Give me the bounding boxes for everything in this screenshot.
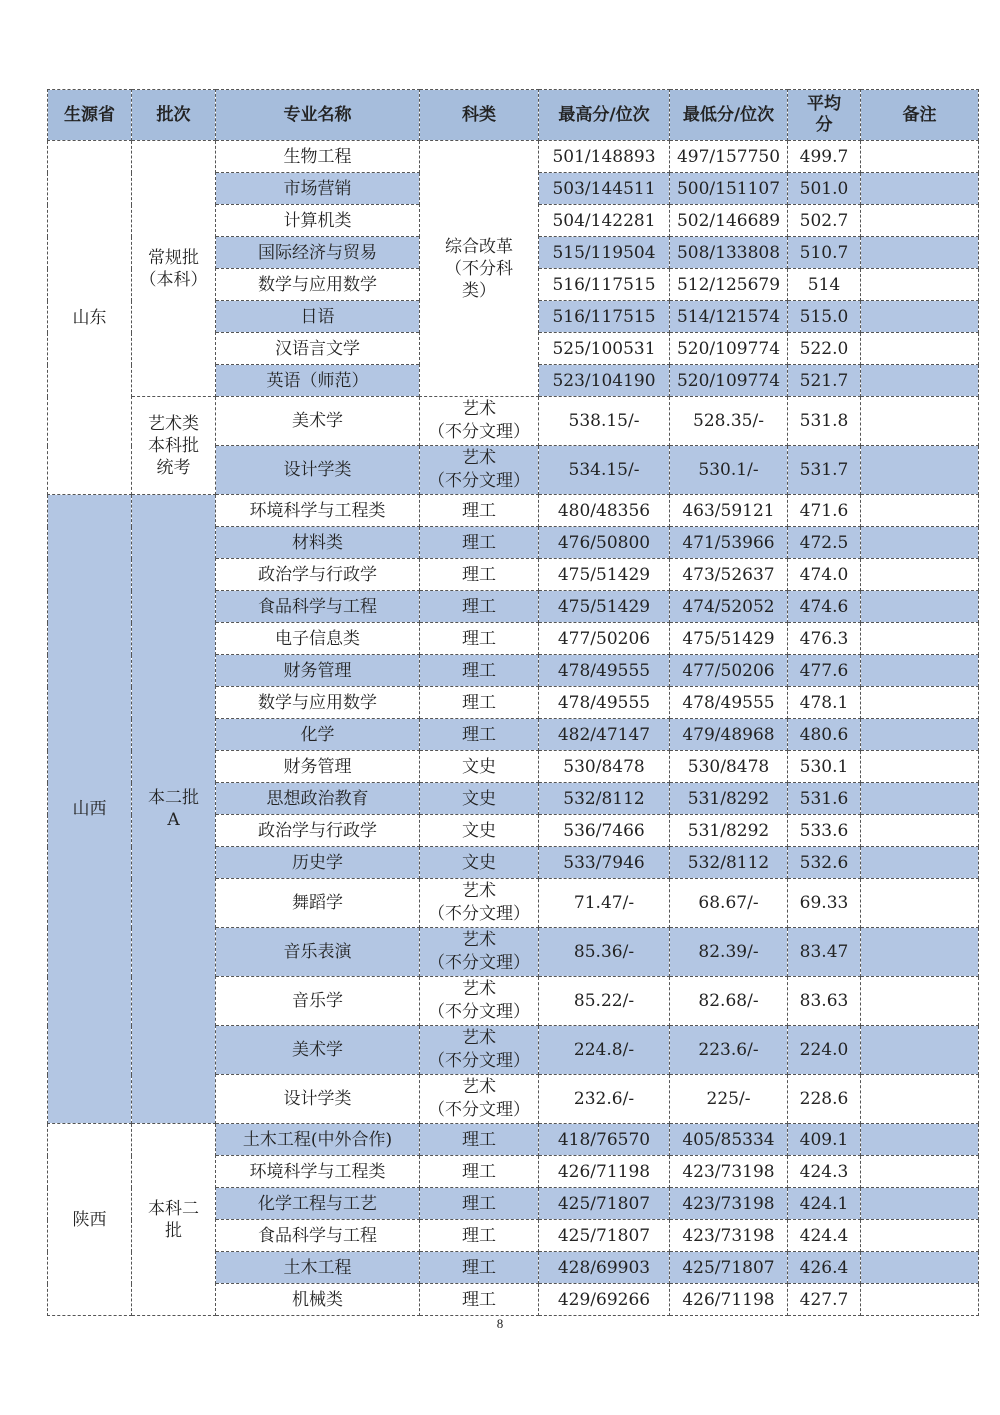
major-cell: 食品科学与工程 <box>216 1220 420 1252</box>
min-score-cell: 423/73198 <box>670 1156 788 1188</box>
major-cell: 音乐表演 <box>216 928 420 977</box>
note-cell <box>861 365 979 397</box>
category-cell: 理工 <box>420 1252 539 1284</box>
min-score-cell: 497/157750 <box>670 141 788 173</box>
category-cell: 理工 <box>420 687 539 719</box>
major-cell: 英语（师范） <box>216 365 420 397</box>
note-cell <box>861 1156 979 1188</box>
note-cell <box>861 1252 979 1284</box>
col-header: 最高分/位次 <box>539 90 670 141</box>
max-score-cell: 532/8112 <box>539 783 670 815</box>
col-header: 生源省 <box>48 90 132 141</box>
major-cell: 汉语言文学 <box>216 333 420 365</box>
batch-cell: 本科二 批 <box>132 1124 216 1316</box>
batch-cell: 艺术类 本科批 统考 <box>132 397 216 495</box>
max-score-cell: 516/117515 <box>539 301 670 333</box>
category-cell: 理工 <box>420 495 539 527</box>
note-cell <box>861 269 979 301</box>
col-header: 最低分/位次 <box>670 90 788 141</box>
min-score-cell: 520/109774 <box>670 333 788 365</box>
category-cell: 综合改革 （不分科 类） <box>420 141 539 397</box>
table-row <box>48 141 979 173</box>
min-score-cell: 477/50206 <box>670 655 788 687</box>
category-cell: 文史 <box>420 783 539 815</box>
major-cell: 环境科学与工程类 <box>216 495 420 527</box>
min-score-cell: 508/133808 <box>670 237 788 269</box>
major-cell: 美术学 <box>216 1026 420 1075</box>
max-score-cell: 503/144511 <box>539 173 670 205</box>
major-cell: 化学工程与工艺 <box>216 1188 420 1220</box>
min-score-cell: 223.6/- <box>670 1026 788 1075</box>
table-row <box>48 397 979 446</box>
province-cell: 山西 <box>48 495 132 1124</box>
avg-score-cell: 472.5 <box>788 527 861 559</box>
avg-score-cell: 69.33 <box>788 879 861 928</box>
col-header: 平均 分 <box>788 90 861 141</box>
major-cell: 日语 <box>216 301 420 333</box>
note-cell <box>861 173 979 205</box>
province-cell: 陕西 <box>48 1124 132 1316</box>
avg-score-cell: 499.7 <box>788 141 861 173</box>
note-cell <box>861 928 979 977</box>
note-cell <box>861 623 979 655</box>
note-cell <box>861 1220 979 1252</box>
avg-score-cell: 424.1 <box>788 1188 861 1220</box>
min-score-cell: 475/51429 <box>670 623 788 655</box>
note-cell <box>861 719 979 751</box>
major-cell: 政治学与行政学 <box>216 815 420 847</box>
table-row <box>48 1124 979 1156</box>
avg-score-cell: 531.7 <box>788 446 861 495</box>
min-score-cell: 531/8292 <box>670 783 788 815</box>
max-score-cell: 523/104190 <box>539 365 670 397</box>
min-score-cell: 405/85334 <box>670 1124 788 1156</box>
major-cell: 财务管理 <box>216 751 420 783</box>
note-cell <box>861 1284 979 1316</box>
category-cell: 理工 <box>420 527 539 559</box>
min-score-cell: 425/71807 <box>670 1252 788 1284</box>
avg-score-cell: 424.3 <box>788 1156 861 1188</box>
min-score-cell: 500/151107 <box>670 173 788 205</box>
max-score-cell: 515/119504 <box>539 237 670 269</box>
avg-score-cell: 531.6 <box>788 783 861 815</box>
major-cell: 舞蹈学 <box>216 879 420 928</box>
avg-score-cell: 228.6 <box>788 1075 861 1124</box>
min-score-cell: 530.1/- <box>670 446 788 495</box>
category-cell: 艺术 （不分文理） <box>420 879 539 928</box>
note-cell <box>861 977 979 1026</box>
avg-score-cell: 530.1 <box>788 751 861 783</box>
max-score-cell: 516/117515 <box>539 269 670 301</box>
max-score-cell: 224.8/- <box>539 1026 670 1075</box>
col-header: 批次 <box>132 90 216 141</box>
avg-score-cell: 424.4 <box>788 1220 861 1252</box>
note-cell <box>861 495 979 527</box>
major-cell: 音乐学 <box>216 977 420 1026</box>
major-cell: 生物工程 <box>216 141 420 173</box>
note-cell <box>861 141 979 173</box>
note-cell <box>861 815 979 847</box>
avg-score-cell: 476.3 <box>788 623 861 655</box>
max-score-cell: 480/48356 <box>539 495 670 527</box>
max-score-cell: 501/148893 <box>539 141 670 173</box>
table-row <box>48 495 979 527</box>
note-cell <box>861 446 979 495</box>
note-cell <box>861 205 979 237</box>
max-score-cell: 482/47147 <box>539 719 670 751</box>
max-score-cell: 477/50206 <box>539 623 670 655</box>
note-cell <box>861 879 979 928</box>
category-cell: 理工 <box>420 1124 539 1156</box>
max-score-cell: 71.47/- <box>539 879 670 928</box>
batch-cell: 常规批 （本科） <box>132 141 216 397</box>
avg-score-cell: 515.0 <box>788 301 861 333</box>
major-cell: 材料类 <box>216 527 420 559</box>
min-score-cell: 423/73198 <box>670 1220 788 1252</box>
min-score-cell: 463/59121 <box>670 495 788 527</box>
col-header: 备注 <box>861 90 979 141</box>
admission-score-table <box>47 89 979 1316</box>
max-score-cell: 534.15/- <box>539 446 670 495</box>
category-cell: 理工 <box>420 655 539 687</box>
avg-score-cell: 426.4 <box>788 1252 861 1284</box>
avg-score-cell: 521.7 <box>788 365 861 397</box>
page-number: 8 <box>496 1316 504 1331</box>
max-score-cell: 426/71198 <box>539 1156 670 1188</box>
avg-score-cell: 478.1 <box>788 687 861 719</box>
category-cell: 理工 <box>420 591 539 623</box>
header-row <box>48 90 979 141</box>
max-score-cell: 533/7946 <box>539 847 670 879</box>
avg-score-cell: 224.0 <box>788 1026 861 1075</box>
avg-score-cell: 474.0 <box>788 559 861 591</box>
max-score-cell: 85.22/- <box>539 977 670 1026</box>
max-score-cell: 475/51429 <box>539 591 670 623</box>
note-cell <box>861 783 979 815</box>
max-score-cell: 530/8478 <box>539 751 670 783</box>
note-cell <box>861 655 979 687</box>
avg-score-cell: 532.6 <box>788 847 861 879</box>
min-score-cell: 473/52637 <box>670 559 788 591</box>
min-score-cell: 502/146689 <box>670 205 788 237</box>
min-score-cell: 471/53966 <box>670 527 788 559</box>
major-cell: 数学与应用数学 <box>216 269 420 301</box>
category-cell: 理工 <box>420 719 539 751</box>
avg-score-cell: 477.6 <box>788 655 861 687</box>
major-cell: 国际经济与贸易 <box>216 237 420 269</box>
category-cell: 理工 <box>420 1220 539 1252</box>
category-cell: 理工 <box>420 623 539 655</box>
max-score-cell: 475/51429 <box>539 559 670 591</box>
category-cell: 艺术 （不分文理） <box>420 928 539 977</box>
max-score-cell: 478/49555 <box>539 655 670 687</box>
min-score-cell: 479/48968 <box>670 719 788 751</box>
major-cell: 财务管理 <box>216 655 420 687</box>
avg-score-cell: 427.7 <box>788 1284 861 1316</box>
avg-score-cell: 531.8 <box>788 397 861 446</box>
max-score-cell: 425/71807 <box>539 1220 670 1252</box>
category-cell: 文史 <box>420 751 539 783</box>
category-cell: 艺术 （不分文理） <box>420 977 539 1026</box>
major-cell: 市场营销 <box>216 173 420 205</box>
major-cell: 设计学类 <box>216 446 420 495</box>
min-score-cell: 514/121574 <box>670 301 788 333</box>
min-score-cell: 532/8112 <box>670 847 788 879</box>
note-cell <box>861 1075 979 1124</box>
note-cell <box>861 1124 979 1156</box>
min-score-cell: 423/73198 <box>670 1188 788 1220</box>
category-cell: 艺术 （不分文理） <box>420 1075 539 1124</box>
avg-score-cell: 502.7 <box>788 205 861 237</box>
min-score-cell: 82.39/- <box>670 928 788 977</box>
category-cell: 理工 <box>420 1284 539 1316</box>
note-cell <box>861 397 979 446</box>
avg-score-cell: 522.0 <box>788 333 861 365</box>
category-cell: 理工 <box>420 1188 539 1220</box>
major-cell: 美术学 <box>216 397 420 446</box>
max-score-cell: 538.15/- <box>539 397 670 446</box>
category-cell: 理工 <box>420 1156 539 1188</box>
max-score-cell: 476/50800 <box>539 527 670 559</box>
avg-score-cell: 83.63 <box>788 977 861 1026</box>
max-score-cell: 428/69903 <box>539 1252 670 1284</box>
max-score-cell: 429/69266 <box>539 1284 670 1316</box>
note-cell <box>861 1188 979 1220</box>
min-score-cell: 512/125679 <box>670 269 788 301</box>
min-score-cell: 530/8478 <box>670 751 788 783</box>
min-score-cell: 531/8292 <box>670 815 788 847</box>
note-cell <box>861 687 979 719</box>
major-cell: 政治学与行政学 <box>216 559 420 591</box>
avg-score-cell: 514 <box>788 269 861 301</box>
major-cell: 数学与应用数学 <box>216 687 420 719</box>
avg-score-cell: 501.0 <box>788 173 861 205</box>
category-cell: 艺术 （不分文理） <box>420 1026 539 1075</box>
max-score-cell: 504/142281 <box>539 205 670 237</box>
major-cell: 化学 <box>216 719 420 751</box>
major-cell: 土木工程(中外合作) <box>216 1124 420 1156</box>
min-score-cell: 478/49555 <box>670 687 788 719</box>
note-cell <box>861 301 979 333</box>
major-cell: 思想政治教育 <box>216 783 420 815</box>
major-cell: 食品科学与工程 <box>216 591 420 623</box>
province-cell: 山东 <box>48 141 132 495</box>
min-score-cell: 474/52052 <box>670 591 788 623</box>
avg-score-cell: 533.6 <box>788 815 861 847</box>
note-cell <box>861 591 979 623</box>
major-cell: 环境科学与工程类 <box>216 1156 420 1188</box>
major-cell: 计算机类 <box>216 205 420 237</box>
avg-score-cell: 510.7 <box>788 237 861 269</box>
col-header: 科类 <box>420 90 539 141</box>
note-cell <box>861 333 979 365</box>
max-score-cell: 536/7466 <box>539 815 670 847</box>
batch-cell: 本二批 A <box>132 495 216 1124</box>
max-score-cell: 525/100531 <box>539 333 670 365</box>
min-score-cell: 82.68/- <box>670 977 788 1026</box>
note-cell <box>861 527 979 559</box>
max-score-cell: 478/49555 <box>539 687 670 719</box>
min-score-cell: 520/109774 <box>670 365 788 397</box>
category-cell: 艺术 （不分文理） <box>420 397 539 446</box>
note-cell <box>861 1026 979 1075</box>
min-score-cell: 528.35/- <box>670 397 788 446</box>
min-score-cell: 68.67/- <box>670 879 788 928</box>
category-cell: 艺术 （不分文理） <box>420 446 539 495</box>
min-score-cell: 225/- <box>670 1075 788 1124</box>
avg-score-cell: 474.6 <box>788 591 861 623</box>
note-cell <box>861 751 979 783</box>
avg-score-cell: 480.6 <box>788 719 861 751</box>
avg-score-cell: 409.1 <box>788 1124 861 1156</box>
major-cell: 土木工程 <box>216 1252 420 1284</box>
note-cell <box>861 237 979 269</box>
avg-score-cell: 83.47 <box>788 928 861 977</box>
avg-score-cell: 471.6 <box>788 495 861 527</box>
category-cell: 文史 <box>420 847 539 879</box>
major-cell: 电子信息类 <box>216 623 420 655</box>
major-cell: 设计学类 <box>216 1075 420 1124</box>
max-score-cell: 85.36/- <box>539 928 670 977</box>
max-score-cell: 418/76570 <box>539 1124 670 1156</box>
max-score-cell: 232.6/- <box>539 1075 670 1124</box>
max-score-cell: 425/71807 <box>539 1188 670 1220</box>
note-cell <box>861 559 979 591</box>
category-cell: 理工 <box>420 559 539 591</box>
major-cell: 历史学 <box>216 847 420 879</box>
category-cell: 文史 <box>420 815 539 847</box>
col-header: 专业名称 <box>216 90 420 141</box>
min-score-cell: 426/71198 <box>670 1284 788 1316</box>
note-cell <box>861 847 979 879</box>
major-cell: 机械类 <box>216 1284 420 1316</box>
